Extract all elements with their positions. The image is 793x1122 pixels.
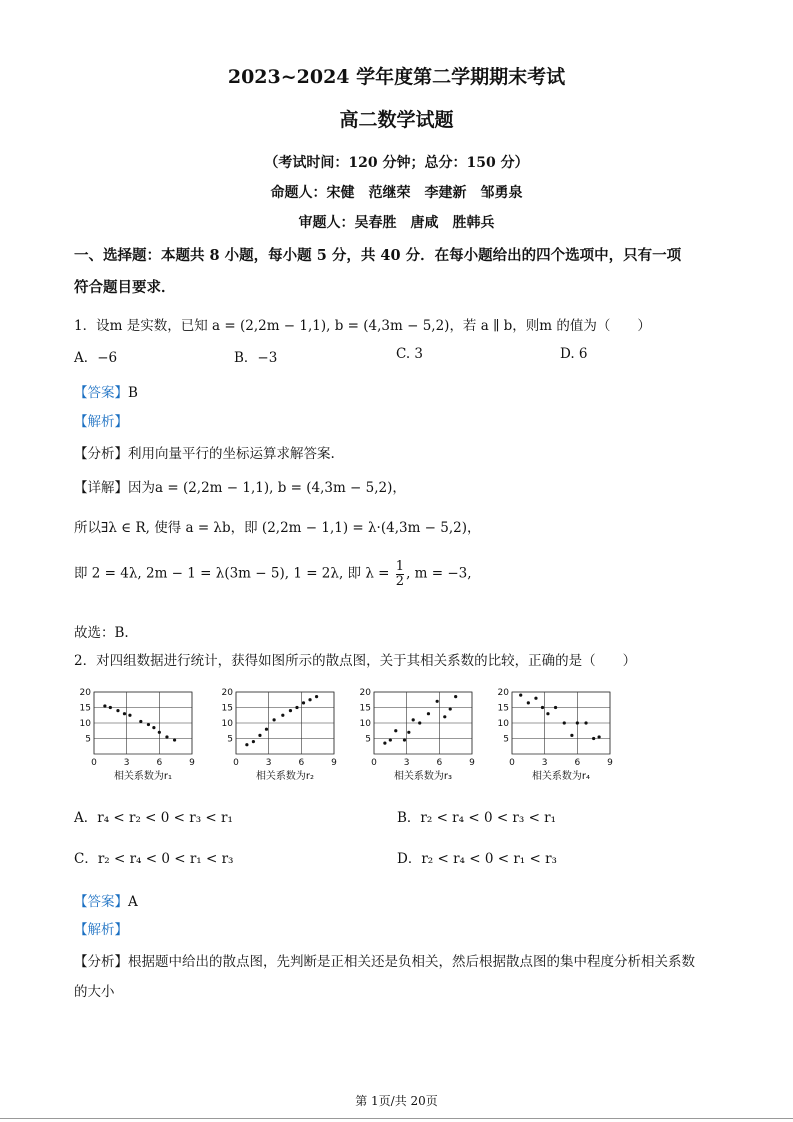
data-point [308,698,311,701]
x-tick-label: 9 [607,758,613,768]
data-point [403,738,406,741]
x-tick-label: 9 [469,758,475,768]
y-tick-label: 20 [359,688,371,698]
q2-option-c: C．r₂ < r₄ < 0 < r₁ < r₃ [74,851,234,867]
data-point [519,694,522,697]
y-tick-label: 15 [79,703,91,714]
q1-analysis-tag: 【解析】 [74,414,128,430]
data-point [427,712,430,715]
data-point [295,706,298,709]
y-tick-label: 5 [227,734,233,745]
data-point [418,721,421,724]
x-axis-label: 相关系数为r₁ [113,771,173,782]
y-tick-label: 20 [79,688,91,698]
data-point [436,700,439,703]
data-point [103,704,106,707]
data-point [109,706,112,709]
x-tick-label: 6 [298,758,305,768]
y-tick-label: 10 [359,719,371,729]
y-tick-label: 10 [497,719,509,729]
q2-stem: 2．对四组数据进行统计，获得如图所示的散点图，关于其相关系数的比较，正确的是（ ） [74,653,637,669]
q1-stem: 1．设m 是实数，已知 a = (2,2m − 1,1), b = (4,3m − 5,2)，若 a ∥ b，则m 的值为（ ） [74,318,651,334]
q2-answer: 【答案】A [74,894,138,910]
data-point [412,718,415,721]
q2-option-b: B．r₂ < r₄ < 0 < r₃ < r₁ [397,810,557,826]
x-axis-label: 相关系数为r₂ [255,771,315,782]
y-tick-label: 5 [503,734,509,745]
q1-option-d: D. 6 [560,346,588,362]
y-tick-label: 5 [365,734,371,745]
section1-heading-line1: 一、选择题：本题共 8 小题，每小题 5 分，共 40 分．在每小题给出的四个选项中，只有一项 [74,247,682,264]
x-tick-label: 9 [331,758,337,768]
y-tick-label: 15 [359,703,371,714]
q1-detail-1: 【详解】因为a = (2,2m − 1,1), b = (4,3m − 5,2)， [74,480,406,496]
x-tick-label: 6 [574,758,581,768]
exam-title: 2023~2024 学年度第二学期期末考试 [227,66,566,88]
data-point [394,729,397,732]
data-point [139,720,142,723]
data-point [252,740,255,743]
data-point [598,735,601,738]
exam-authors: 命题人：宋健 范继荣 李建新 邹勇泉 [270,185,523,201]
q1-detail-2: 所以∃λ ∈ R, 使得 a = λb，即 (2,2m − 1,1) = λ·(4,3m − 5,2)， [74,520,481,536]
x-tick-label: 6 [156,758,163,768]
data-point [407,731,410,734]
q2-option-d: D．r₂ < r₄ < 0 < r₁ < r₃ [397,851,557,867]
y-tick-label: 20 [497,688,509,698]
scatter-plot-r3 [354,686,484,786]
data-point [443,715,446,718]
q1-detail-3: 即 2 = 4λ, 2m − 1 = λ(3m − 5), 1 = 2λ, 即 λ = $\frac{1}{2}$ , m = −3, [74,559,472,589]
q1-fenxi: 【分析】利用向量平行的坐标运算求解答案. [74,446,335,462]
data-point [541,706,544,709]
x-axis-label: 相关系数为r₄ [531,771,591,782]
x-tick-label: 6 [436,758,443,768]
q1-option-c: C. 3 [396,346,424,362]
exam-info: （考试时间：120 分钟；总分：150 分） [264,155,529,171]
x-tick-label: 0 [233,758,239,768]
x-tick-label: 3 [403,758,410,768]
data-point [454,695,457,698]
data-point [554,706,557,709]
data-point [173,738,176,741]
data-point [546,712,549,715]
x-tick-label: 0 [371,758,377,768]
footer-divider [0,1118,793,1119]
x-tick-label: 0 [91,758,97,768]
y-tick-label: 15 [497,703,509,714]
data-point [389,738,392,741]
data-point [116,709,119,712]
data-point [245,743,248,746]
section1-heading-line2: 符合题目要求． [74,279,176,296]
y-tick-label: 20 [221,688,233,698]
q1-answer: 【答案】B [74,385,138,401]
x-tick-label: 0 [509,758,515,768]
q2-fenxi-line2: 的大小 [74,984,115,1000]
data-point [302,701,305,704]
data-point [281,714,284,717]
q2-option-a: A．r₄ < r₂ < 0 < r₃ < r₁ [74,810,233,826]
data-point [289,709,292,712]
scatter-plot-r1 [74,686,204,786]
data-point [128,714,131,717]
data-point [165,735,168,738]
data-point [258,734,261,737]
data-point [265,728,268,731]
data-point [576,721,579,724]
y-tick-label: 10 [221,719,233,729]
y-tick-label: 10 [79,719,91,729]
data-point [563,721,566,724]
y-tick-label: 15 [221,703,233,714]
data-point [449,707,452,710]
scatter-plot-r2 [216,686,346,786]
data-point [527,701,530,704]
fraction-one-half: $\frac{1}{2}$ [395,559,405,589]
exam-reviewers: 审题人：吴春胜 唐咸 胜韩兵 [298,215,495,231]
data-point [273,718,276,721]
page-footer: 第 1页/共 20页 [355,1094,438,1108]
data-point [147,723,150,726]
q1-option-b: B．−3 [234,350,278,366]
q2-fenxi-line1: 【分析】根据题中给出的散点图，先判断是正相关还是负相关，然后根据散点图的集中程度分析相关系数 [74,954,695,970]
x-tick-label: 3 [123,758,130,768]
q1-choose: 故选：B. [74,625,129,641]
q1-option-a: A．−6 [74,350,118,366]
data-point [534,697,537,700]
data-point [315,695,318,698]
x-tick-label: 3 [541,758,548,768]
exam-subtitle: 高二数学试题 [339,109,454,131]
scatter-plot-r4 [492,686,622,786]
data-point [152,726,155,729]
x-tick-label: 3 [265,758,272,768]
data-point [158,731,161,734]
x-axis-label: 相关系数为r₃ [393,771,453,782]
q2-analysis-tag: 【解析】 [74,922,128,938]
y-tick-label: 5 [85,734,91,745]
x-tick-label: 9 [189,758,195,768]
data-point [592,737,595,740]
data-point [570,734,573,737]
data-point [383,742,386,745]
data-point [123,712,126,715]
data-point [584,721,587,724]
